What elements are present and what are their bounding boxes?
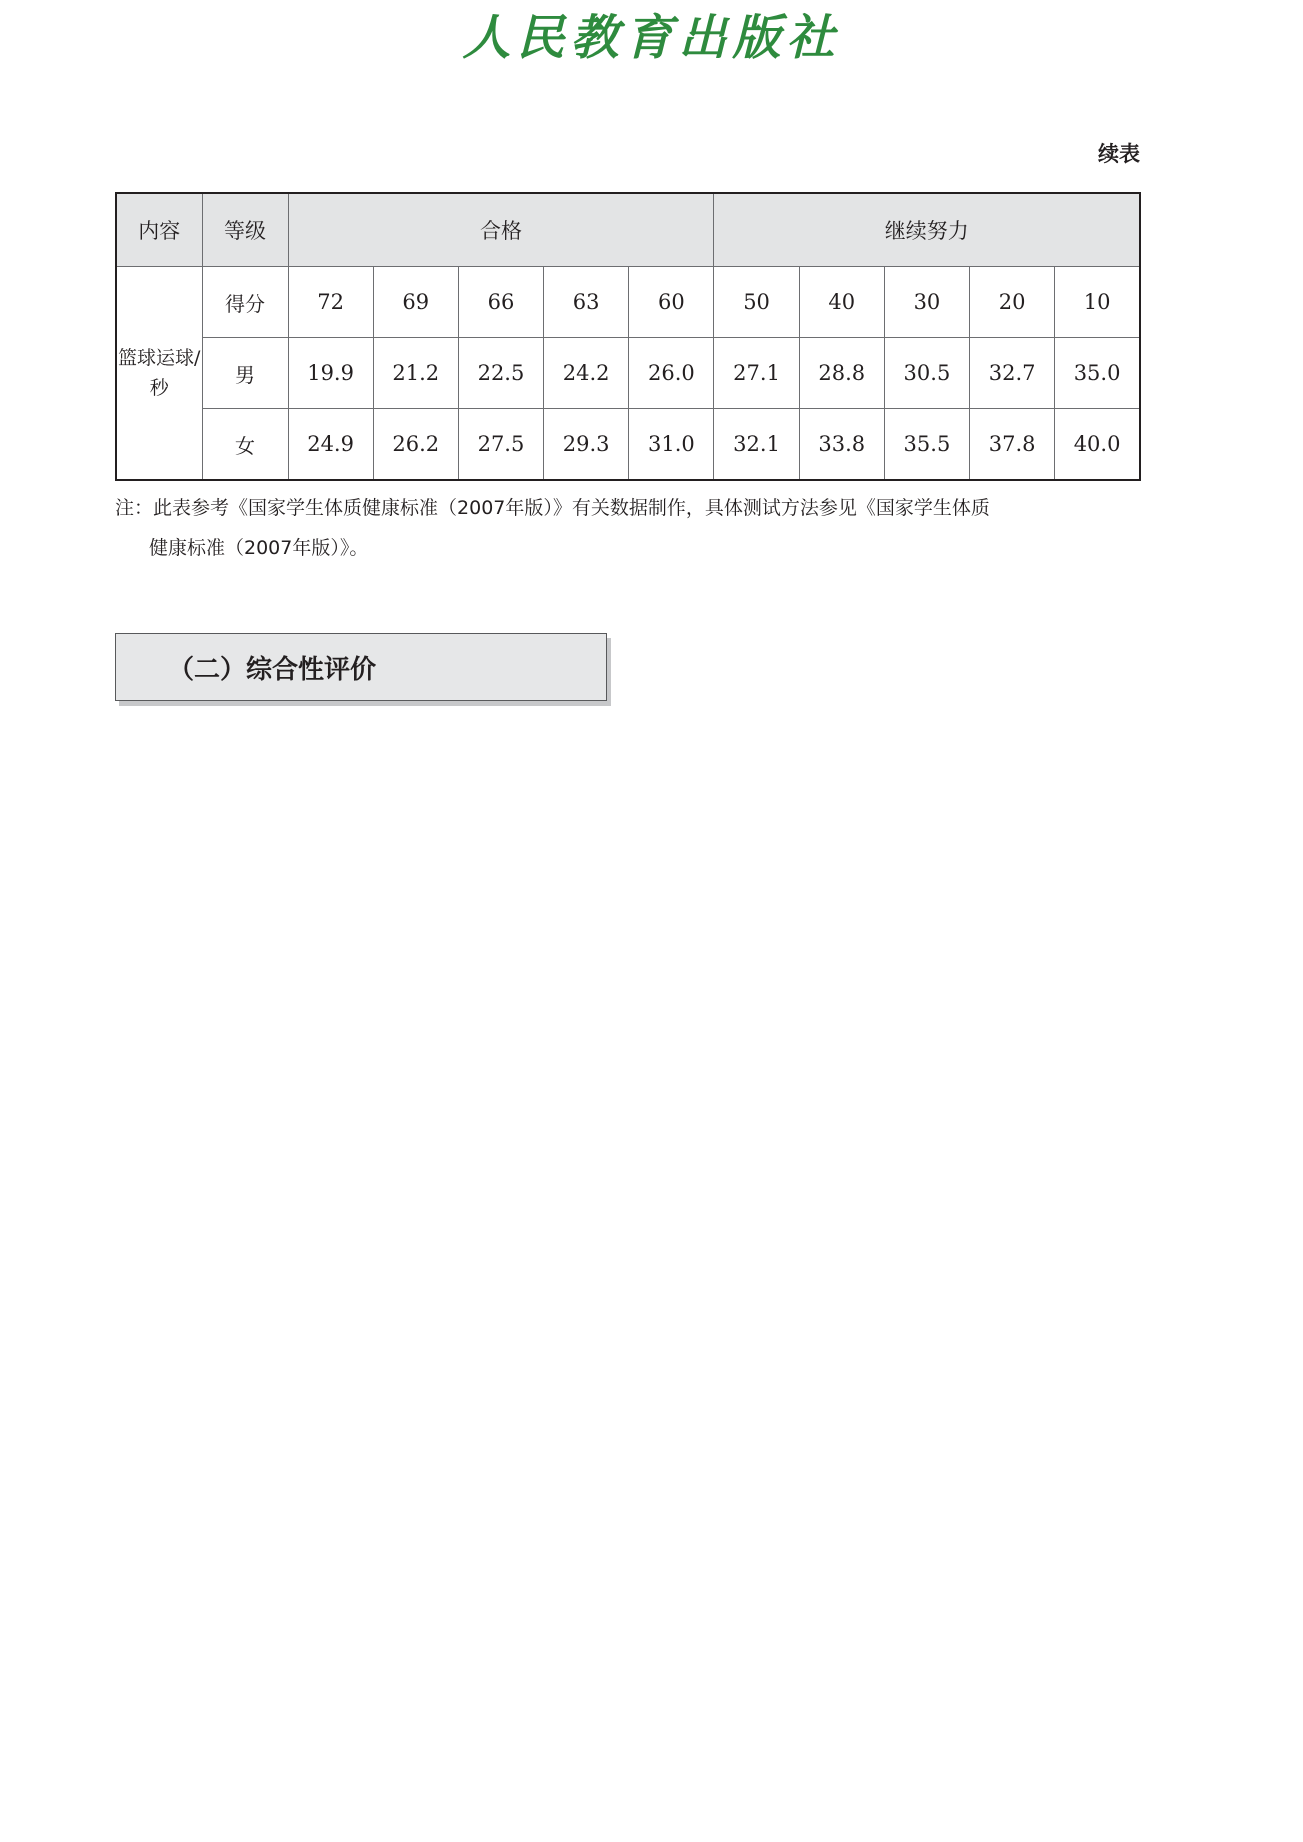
header-keep-trying: 继续努力 [714, 193, 1140, 267]
cell-value: 27.1 [714, 338, 799, 409]
header-pass: 合格 [288, 193, 714, 267]
header-grade: 等级 [202, 193, 288, 267]
cell-value: 30.5 [884, 338, 969, 409]
cell-value: 24.9 [288, 409, 373, 481]
cell-value: 60 [629, 267, 714, 338]
cell-value: 21.2 [373, 338, 458, 409]
cell-value: 32.1 [714, 409, 799, 481]
cell-value: 35.5 [884, 409, 969, 481]
table-row [116, 267, 1140, 338]
cell-value: 24.2 [544, 338, 629, 409]
note-prefix: 注： [115, 497, 154, 519]
publisher-logo-header: 人民教育出版社 [462, 10, 841, 66]
header-content: 内容 [116, 193, 202, 267]
row-label-female: 女 [202, 409, 288, 481]
basketball-dribble-score-table [115, 192, 1141, 481]
table-row [116, 409, 1140, 481]
cell-value: 40.0 [1055, 409, 1140, 481]
cell-value: 66 [458, 267, 543, 338]
row-label-male: 男 [202, 338, 288, 409]
cell-value: 37.8 [970, 409, 1055, 481]
section-heading-box [115, 633, 607, 701]
cell-value: 19.9 [288, 338, 373, 409]
note-text-1: 此表参考《国家学生体质健康标准（2007年版）》有关数据制作，具体测试方法参见《国家学生体质 [153, 497, 990, 519]
note-line-2: 健康标准（2007年版）》。 [149, 537, 369, 559]
continued-table-label: 续表 [1098, 142, 1140, 166]
item-name: 篮球运球/秒 [116, 267, 202, 481]
cell-value: 20 [970, 267, 1055, 338]
row-label-score: 得分 [202, 267, 288, 338]
table-row [116, 338, 1140, 409]
table-note [115, 488, 1145, 568]
cell-value: 22.5 [458, 338, 543, 409]
cell-value: 33.8 [799, 409, 884, 481]
cell-value: 27.5 [458, 409, 543, 481]
cell-value: 26.2 [373, 409, 458, 481]
cell-value: 26.0 [629, 338, 714, 409]
cell-value: 28.8 [799, 338, 884, 409]
cell-value: 72 [288, 267, 373, 338]
cell-value: 40 [799, 267, 884, 338]
cell-value: 29.3 [544, 409, 629, 481]
cell-value: 31.0 [629, 409, 714, 481]
cell-value: 50 [714, 267, 799, 338]
table-header-row [116, 193, 1140, 267]
cell-value: 32.7 [970, 338, 1055, 409]
cell-value: 69 [373, 267, 458, 338]
cell-value: 30 [884, 267, 969, 338]
note-line-1 [115, 488, 1145, 528]
cell-value: 63 [544, 267, 629, 338]
cell-value: 35.0 [1055, 338, 1140, 409]
cell-value: 10 [1055, 267, 1140, 338]
section-title: （二）综合性评价 [168, 655, 377, 685]
